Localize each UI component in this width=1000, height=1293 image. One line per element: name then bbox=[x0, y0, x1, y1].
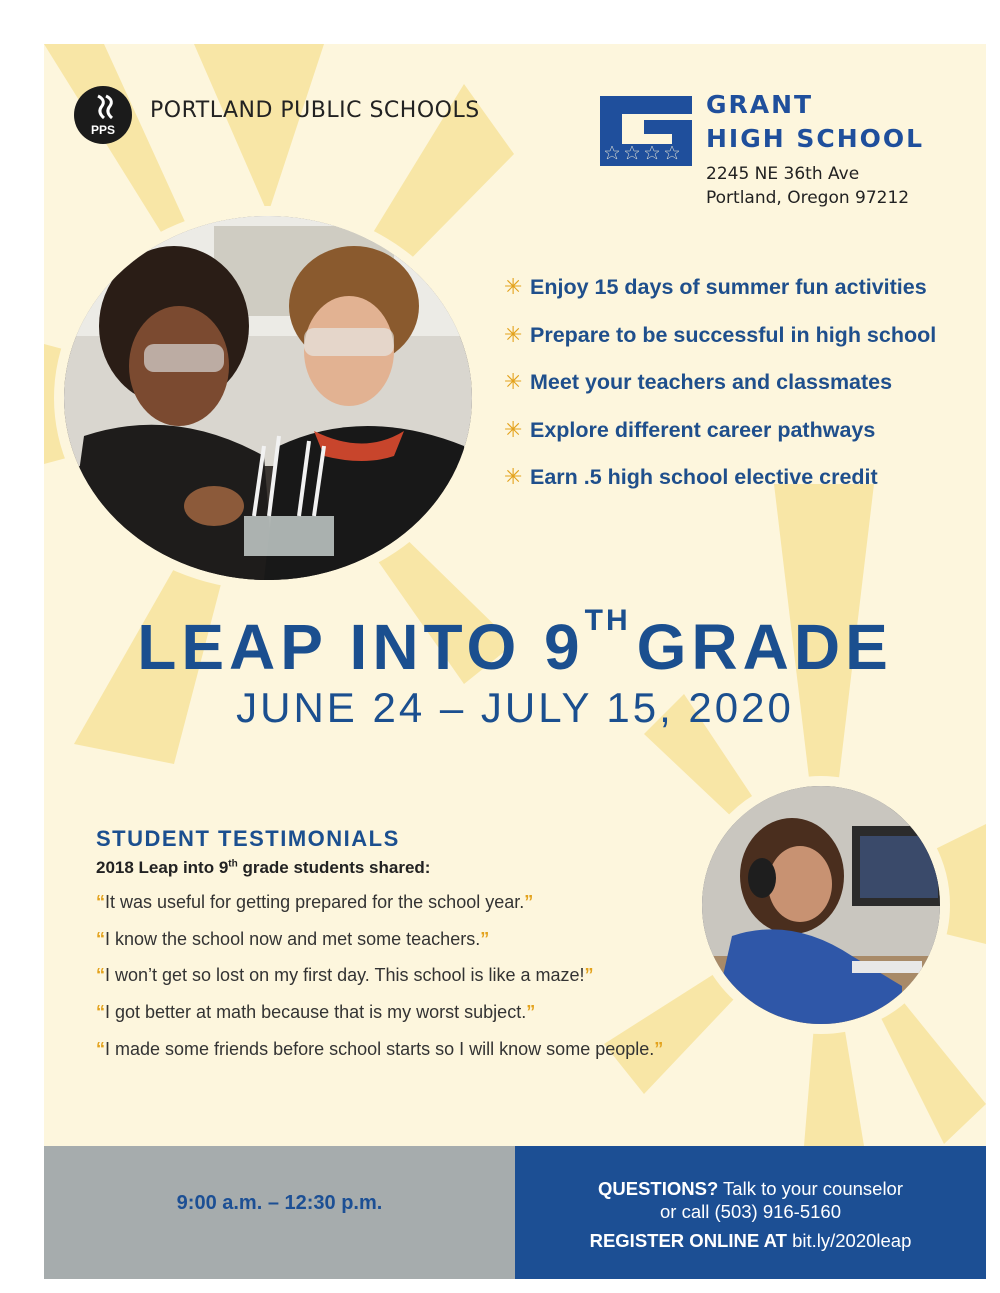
headline-part2: GRADE bbox=[636, 611, 893, 683]
school-name-line1: GRANT bbox=[706, 90, 814, 119]
phone-line: or call (503) 916-5160 bbox=[660, 1201, 841, 1222]
quotes-list bbox=[96, 892, 663, 1075]
asterisk-icon: ✳ bbox=[504, 465, 523, 491]
asterisk-icon: ✳ bbox=[504, 417, 523, 443]
testimonials-title: STUDENT TESTIMONIALS bbox=[96, 826, 400, 851]
program-dates: JUNE 24 – JULY 15, 2020 bbox=[236, 684, 794, 731]
address-line1: 2245 NE 36th Ave bbox=[706, 164, 860, 184]
testimonials-subtitle: 2018 Leap into 9th grade students shared: bbox=[96, 858, 431, 877]
close-quote-icon: ” bbox=[584, 965, 594, 986]
register-line: REGISTER ONLINE AT bit.ly/2020leap bbox=[589, 1230, 912, 1251]
register-link[interactable]: bit.ly/2020leap bbox=[786, 1230, 912, 1251]
close-quote-icon: ” bbox=[524, 892, 534, 912]
questions-line: QUESTIONS? Talk to your counselor bbox=[597, 1178, 904, 1199]
students-lab-photo bbox=[54, 206, 482, 590]
quote-item: “It was useful for getting prepared for the school year.” bbox=[96, 892, 534, 912]
district-name: PORTLAND PUBLIC SCHOOLS bbox=[150, 98, 480, 123]
student-computer-photo bbox=[692, 776, 950, 1034]
open-quote-icon: “ bbox=[96, 1002, 105, 1023]
benefit-item: ✳ Meet your teachers and classmates bbox=[504, 370, 893, 396]
quote-item: “I made some friends before school starts so I will know some people.” bbox=[96, 1038, 664, 1059]
quote-item: “I got better at math because that is my worst subject.” bbox=[96, 1002, 536, 1023]
open-quote-icon: “ bbox=[96, 892, 105, 912]
headline bbox=[44, 604, 986, 684]
quote-item: “I won’t get so lost on my first day. This school is like a maze!” bbox=[96, 965, 594, 986]
headline-part1: LEAP INTO 9 bbox=[137, 611, 585, 683]
pps-logo bbox=[74, 86, 132, 144]
close-quote-icon: ” bbox=[526, 1002, 536, 1023]
asterisk-icon: ✳ bbox=[504, 275, 523, 301]
benefit-item: ✳ Explore different career pathways bbox=[504, 417, 876, 443]
benefits-list bbox=[504, 264, 936, 502]
school-name-line2: HIGH SCHOOL bbox=[706, 124, 925, 153]
close-quote-icon: ” bbox=[654, 1038, 664, 1059]
quote-item: “I know the school now and met some teachers.” bbox=[96, 928, 490, 949]
close-quote-icon: ” bbox=[480, 928, 490, 949]
open-quote-icon: “ bbox=[96, 928, 105, 949]
grant-logo bbox=[596, 92, 696, 166]
flyer bbox=[44, 44, 986, 1279]
benefit-item: ✳ Earn .5 high school elective credit bbox=[504, 465, 878, 491]
address-line2: Portland, Oregon 97212 bbox=[706, 188, 910, 208]
pps-logo-text: PPS bbox=[90, 123, 116, 137]
open-quote-icon: “ bbox=[96, 965, 105, 986]
benefit-item: ✳ Enjoy 15 days of summer fun activities bbox=[504, 275, 927, 301]
headline-superscript: TH bbox=[584, 604, 631, 637]
asterisk-icon: ✳ bbox=[504, 322, 523, 348]
program-hours: 9:00 a.m. – 12:30 p.m. bbox=[176, 1192, 383, 1214]
benefit-item: ✳ Prepare to be successful in high school bbox=[504, 322, 937, 348]
asterisk-icon: ✳ bbox=[504, 370, 523, 396]
open-quote-icon: “ bbox=[96, 1038, 105, 1059]
